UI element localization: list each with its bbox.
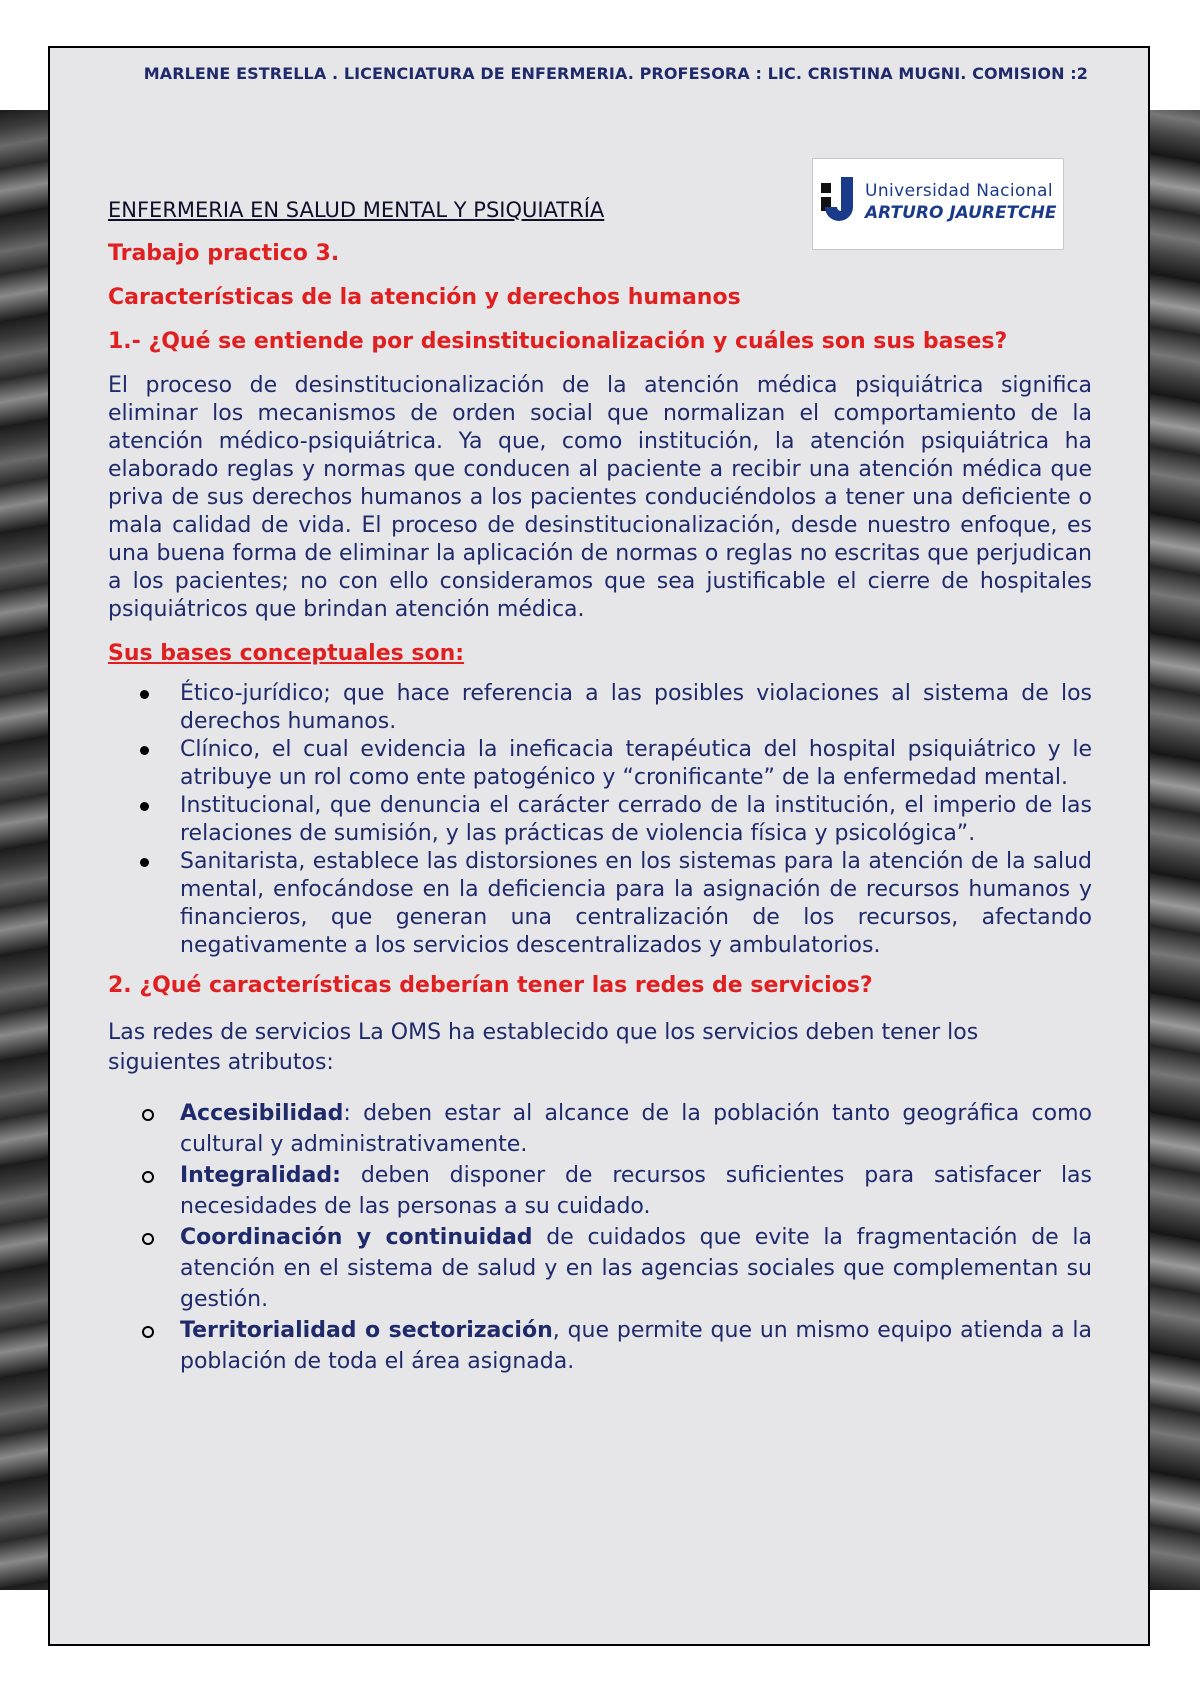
list-item	[108, 1160, 1092, 1222]
question-1: 1.- ¿Qué se entiende por desinstitucionalización y cuáles son sus bases?	[108, 329, 1008, 354]
list-item	[108, 736, 1092, 792]
list-item	[108, 1222, 1092, 1315]
header-line: MARLENE ESTRELLA . LICENCIATURA DE ENFERMERIA. PROFESORA : LIC. CRISTINA MUGNI. COMISION :2	[143, 64, 1088, 83]
attributes-list	[108, 1098, 1092, 1377]
practical-title: Trabajo practico 3.	[108, 241, 340, 266]
attribute-term: Accesibilidad	[180, 1101, 344, 1126]
attribute-description: de cuidados que evite la fragmentación de la atención en el sistema de salud y en las agencias sociales que complementan su gestión.	[180, 1225, 1092, 1312]
attribute-term: Integralidad:	[180, 1163, 341, 1188]
attribute-description: deben disponer de recursos suficientes para satisfacer las necesidades de las personas a su cuidado.	[180, 1163, 1092, 1219]
bullet-icon	[140, 690, 149, 699]
list-item	[108, 848, 1092, 960]
main-content	[108, 196, 1092, 1377]
bullet-icon	[140, 746, 149, 755]
attribute-description: , que permite que un mismo equipo atienda a la población de toda el área asignada.	[180, 1318, 1092, 1374]
list-item-text: Ético-jurídico; que hace referencia a las posibles violaciones al sistema de los derechos humanos.	[180, 681, 1092, 734]
list-item	[108, 1098, 1092, 1160]
attribute-term: Territorialidad o sectorización	[180, 1318, 553, 1343]
list-item	[108, 1315, 1092, 1377]
list-item-text: Sanitarista, establece las distorsiones en los sistemas para la atención de la salud mental, enfocándose en la deficiencia para la asignación de recursos humanos y financieros, que generan una centralización de los recursos, afectando negativamente a los servicios descentralizados y ambulatorios.	[180, 849, 1092, 958]
list-item-text: Institucional, que denuncia el carácter cerrado de la institución, el imperio de las relaciones de sumisión, y las prácticas de violencia física y psicológica”.	[180, 793, 1092, 846]
bases-list	[108, 680, 1092, 960]
question-2: 2. ¿Qué características deberían tener las redes de servicios?	[108, 973, 873, 998]
answer-2: Las redes de servicios La OMS ha establecido que los servicios deben tener los siguientes atributos:	[108, 1020, 979, 1075]
logo-line-2: ARTURO JAURETCHE	[865, 203, 1057, 223]
circle-bullet-icon	[142, 1233, 154, 1245]
document-page	[48, 46, 1150, 1646]
bases-title: Sus bases conceptuales son:	[108, 641, 465, 666]
attribute-term: Coordinación y continuidad	[180, 1225, 533, 1250]
bullet-icon	[140, 858, 149, 867]
bullet-icon	[140, 802, 149, 811]
list-item	[108, 792, 1092, 848]
list-item	[108, 680, 1092, 736]
course-title: ENFERMERIA EN SALUD MENTAL Y PSIQUIATRÍA	[108, 198, 605, 222]
logo-line-1: Universidad Nacional	[865, 181, 1053, 201]
answer-1: El proceso de desinstitucionalización de la atención médica psiquiátrica significa eliminar los mecanismos de orden social que normalizan el comportamiento de la atención médico-psiquiátrica. Ya que, como institución, la atención psiquiátrica ha elaborado reglas y normas que conducen al paciente a recibir una atención médica que priva de sus derechos humanos a los pacientes conduciéndolos a tener una deficiente o mala calidad de vida. El proceso de desinstitucionalización, desde nuestro enfoque, es una buena forma de eliminar la aplicación de normas o reglas no escritas que perjudican a los pacientes; no con ello consideramos que sea justificable el cierre de hospitales psiquiátricos que brindan atención médica.	[108, 373, 1092, 622]
section-subtitle: Características de la atención y derechos humanos	[108, 285, 741, 310]
circle-bullet-icon	[142, 1171, 154, 1183]
circle-bullet-icon	[142, 1109, 154, 1121]
list-item-text: Clínico, el cual evidencia la ineficacia terapéutica del hospital psiquiátrico y le atribuye un rol como ente patogénico y “cronificante” de la enfermedad mental.	[180, 737, 1092, 790]
attribute-description: : deben estar al alcance de la población tanto geográfica como cultural y administrativamente.	[180, 1101, 1092, 1157]
circle-bullet-icon	[142, 1326, 154, 1338]
